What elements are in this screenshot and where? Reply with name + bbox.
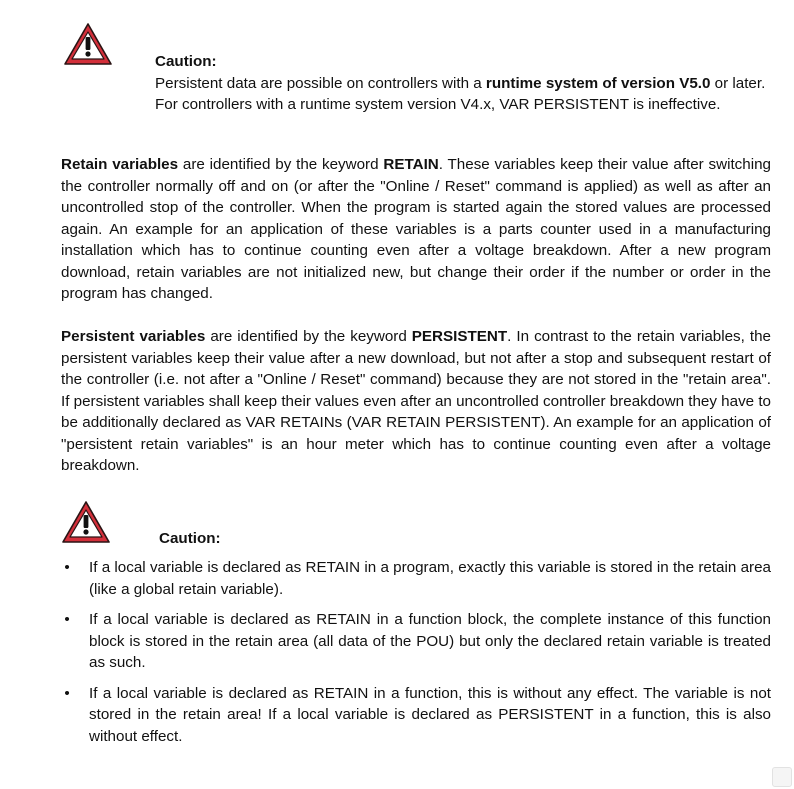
persistent-text-2: . In contrast to the retain variables, the persistent variables keep their value after a new download, but not after a stop and subsequent restart of the controller (i.e. not after a "Online / Reset" command) because they are not stored in the "retain area". If persistent variables shall keep their values even after an uncontrolled controller breakdown they have to be additionally declared as VAR RETAINs (VAR RETAIN PERSISTENT). An example for an application of "persistent retain variables" is an hour meter which has to continue counting even after a voltage breakdown.: [61, 328, 772, 474]
scroll-corner-button[interactable]: [772, 767, 792, 787]
persistent-text-1: are identified by the keyword: [205, 328, 412, 345]
caution-text-post: or later. For controllers with a runtime system version V4.x, VAR PERSISTENT is ineffective.: [155, 74, 766, 113]
list-item: [61, 683, 771, 748]
list-item: [61, 609, 771, 674]
bullet-icon: •: [64, 559, 70, 576]
caution-note-runtime: [155, 51, 775, 116]
caution-text: [155, 73, 775, 116]
retain-variables-paragraph: [61, 154, 771, 305]
bullet-icon: •: [64, 611, 70, 628]
retain-keyword: RETAIN: [383, 156, 439, 173]
caution-text-pre: Persistent data are possible on controllers with a: [155, 74, 486, 92]
caution-text-bold: runtime system of version V5.0: [485, 74, 711, 92]
caution-title-2: Caution:: [159, 530, 221, 547]
caution-bullet-list: [61, 557, 771, 756]
caution-title: Caution:: [155, 53, 217, 70]
list-item-text: If a local variable is declared as RETAIN in a function block, the complete instance of this function block is stored in the retain area (all data of the POU) but only the declared retain variable is treated as such.: [89, 611, 771, 671]
list-item-text: If a local variable is declared as RETAIN in a function, this is without any effect. The variable is not stored in the retain area! If a local variable is declared as PERSISTENT in a function, this is also without effect.: [89, 684, 771, 745]
persistent-lead: Persistent variables: [61, 328, 206, 345]
retain-lead: Retain variables: [61, 156, 179, 173]
list-item: [61, 557, 771, 600]
bullet-icon: •: [64, 684, 70, 702]
retain-text-2: . These variables keep their value after switching the controller normally off and on (or after the "Online / Reset" command is applied) as well as after an uncontrolled stop of the controller. When the program is started again the stored values are processed again. An example for an application of these variables is a parts counter used in a manufacturing installation which has to continue counting even after a voltage breakdown. After a new program download, retain variables are not initialized new, but change their order if the number or order in the program has changed.: [61, 156, 771, 302]
retain-text-1: are identified by the keyword: [178, 156, 384, 173]
persistent-variables-paragraph: [61, 326, 771, 477]
warning-triangle-icon: [63, 22, 113, 66]
persistent-keyword: PERSISTENT: [411, 328, 508, 345]
warning-triangle-icon: [61, 500, 111, 544]
list-item-text: If a local variable is declared as RETAIN in a program, exactly this variable is stored in the retain area (like a global retain variable).: [89, 559, 771, 598]
